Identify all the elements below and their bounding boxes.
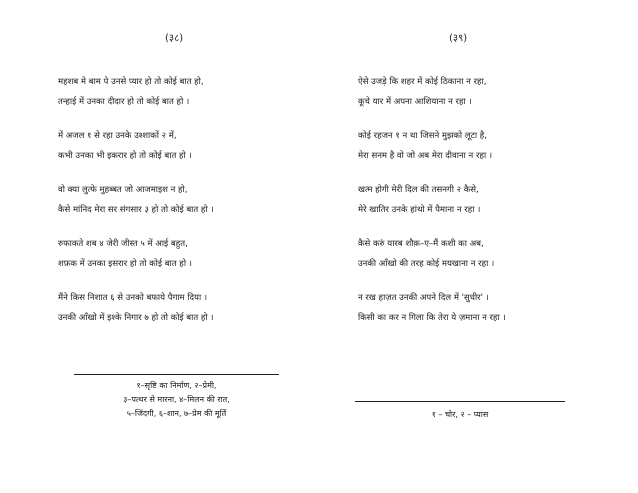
stanza <box>58 234 308 274</box>
footnote-line: १ – चोर, २ – प्यास <box>431 410 489 419</box>
verse-line: किसी का कर न गिला कि तेरा ये ज़माना न रहा । <box>358 313 506 323</box>
verse-line: रुफाकते शब ४ जेरी जीस्त ५ में आई बहुत, <box>58 239 188 249</box>
verse-line: खत्म होगी मेरी दिल की तसनगी २ कैसे, <box>358 185 479 195</box>
verse-line: न रख हाज़त उनकी अपने दिल में 'सुधीर' । <box>358 293 489 303</box>
verse-line: कैसे मांनिद मेरा सर संगसार ३ हो तो कोई बात हो । <box>58 205 214 215</box>
footnotes <box>355 408 565 422</box>
right-page <box>345 0 595 493</box>
verse-line: उनकी आँखो में इश्के निगार ७ हो तो कोई बात हो । <box>58 313 214 323</box>
verse-line: वो क्या लुत्फे मुहब्बत जो आजमाइश न हो, <box>58 185 188 195</box>
verse-line: मेरा सनम है वो जो अब मेरा दीवाना न रहा । <box>358 151 493 161</box>
stanza <box>358 234 608 274</box>
stanza <box>58 126 308 166</box>
footnote-line: १–सृष्टि का निर्माण, २–प्रेमी, <box>136 381 217 390</box>
verse-line: शफ़क में उनका इसरार हो तो कोई बात हो । <box>58 259 192 269</box>
stanza <box>358 126 608 166</box>
footnote-divider <box>74 374 279 375</box>
footnotes <box>74 379 279 421</box>
verse-line: मेरे खातिर उनके हांथो में पैमाना न रहा । <box>358 205 481 215</box>
stanza <box>358 72 608 112</box>
verse-line: कोई रहजन १ न था जिसने मुझको लूटा है, <box>358 131 487 141</box>
ghazal-verses <box>58 72 308 342</box>
page-number: (३९) <box>449 33 468 44</box>
verse-line: मैंने किस निशात ६ से उनको बफाये पैगाम दिया । <box>58 293 208 303</box>
verse-line: महशब मे बाम पे उनसे प्यार हो तो कोई बात हो, <box>58 77 204 87</box>
footnote-line: ५–जिंदगी, ६–शान, ७–प्रेम की मूर्ति <box>126 409 227 418</box>
stanza <box>358 180 608 220</box>
verse-line: तन्हाई में उनका दीदार हो तो कोई बात हो । <box>58 97 190 107</box>
footnote-line: ३–पत्थर से मारना, ४–मिलन की रात, <box>123 395 230 404</box>
ghazal-verses <box>358 72 608 342</box>
verse-line: ऐसे उजड़े कि शहर में कोई ठिकाना न रहा, <box>358 77 487 87</box>
verse-line: कैसे करुं यारब शौक़–ए–मैं कशी का अब, <box>358 239 484 249</box>
verse-line: कूचे यार में अपना आशियाना न रहा । <box>358 97 472 107</box>
footnote-divider <box>355 401 565 402</box>
stanza <box>358 288 608 328</box>
verse-line: उनकी आँखो की तरह कोई मयखाना न रहा । <box>358 259 495 269</box>
verse-line: कभी उनका भी इकरार हो तो कोई बात हो । <box>58 151 192 161</box>
left-page <box>50 0 300 493</box>
page-number: (३८) <box>165 33 184 44</box>
stanza <box>58 72 308 112</box>
stanza <box>58 180 308 220</box>
verse-line: में अजल १ से रहा उनके उश्शाकों २ में, <box>58 131 177 141</box>
stanza <box>58 288 308 328</box>
